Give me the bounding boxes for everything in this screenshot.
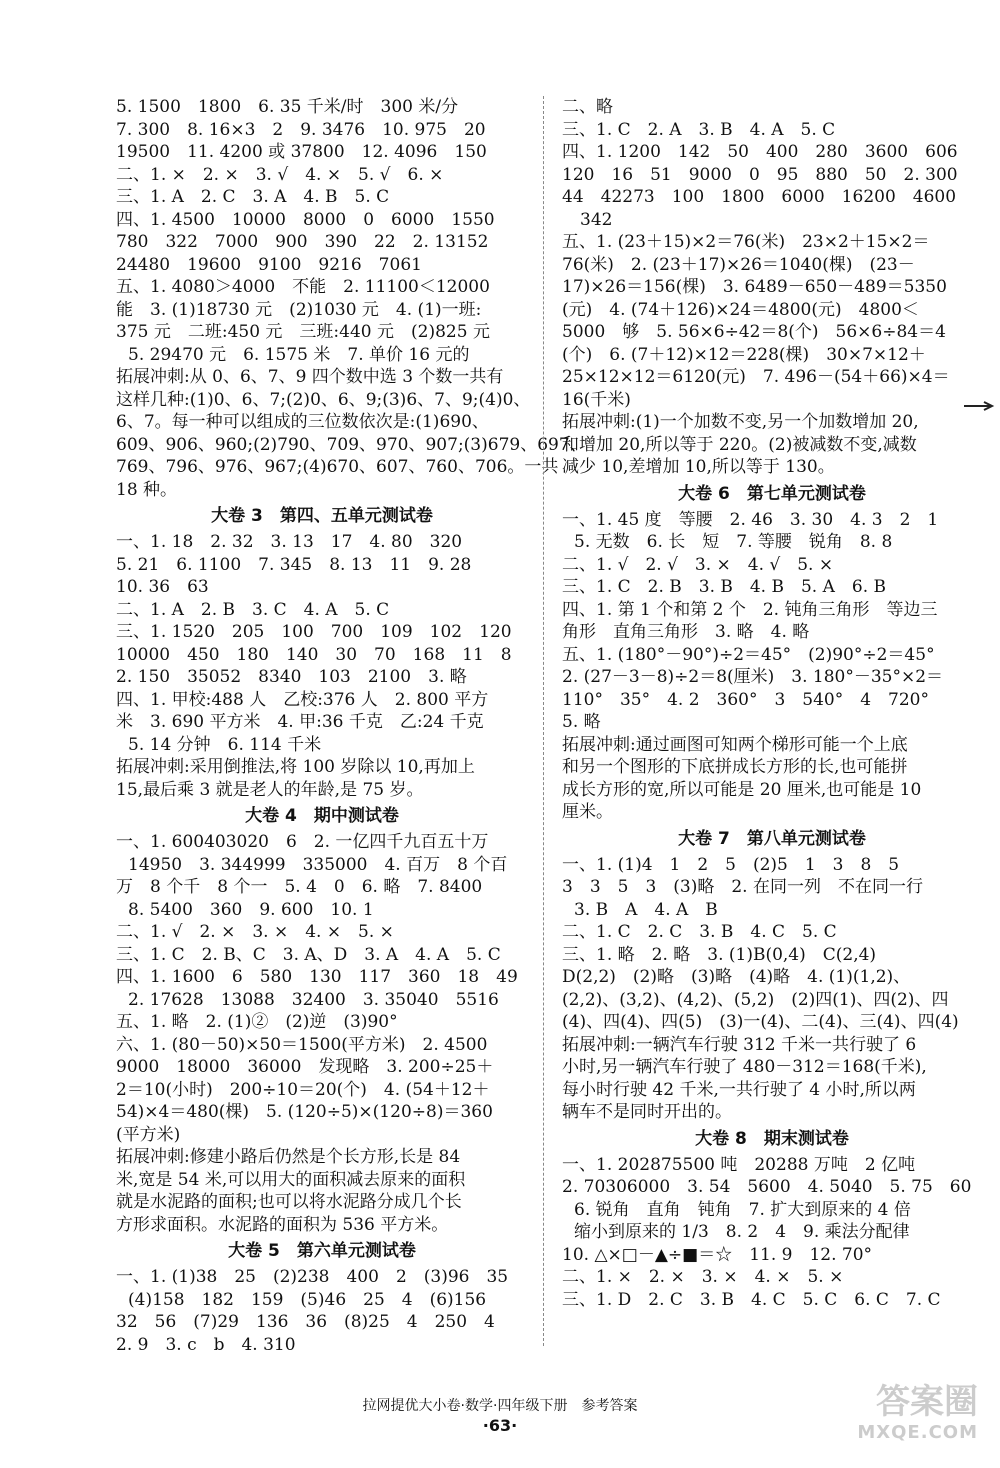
answer-line: 五、1. (180°－90°)÷2＝45° (2)90°÷2＝45°: [562, 644, 935, 665]
answer-line: 四、1. 甲校:488 人 乙校:376 人 2. 800 平方: [116, 689, 489, 710]
answer-line: 2. 17628 13088 32400 3. 35040 5516: [128, 989, 499, 1010]
answer-line: 一、1. 202875500 吨 20288 万吨 2 亿吨: [562, 1154, 916, 1175]
answer-line: 五、1. 4080＞4000 不能 2. 11100＜12000: [116, 277, 490, 297]
answer-line: 二、1. √ 2. × 3. × 4. × 5. ×: [116, 922, 394, 942]
answer-line: 5. 29470 元 6. 1575 米 7. 单价 16 元的: [128, 344, 470, 365]
answer-line: 四、1. 第 1 个和第 2 个 2. 钝角三角形 等边三: [562, 599, 938, 620]
answer-line: 拓展冲刺:从 0、6、7、9 四个数中选 3 个数一共有: [116, 367, 504, 387]
answer-line: 3 3 5 3 (3)略 2. 在同一列 不在同一行: [562, 877, 923, 897]
answer-line: 二、略: [562, 97, 613, 117]
footer-title: 拉网提优大小卷·数学·四年级下册 参考答案: [362, 1398, 638, 1414]
answer-line: 780 322 7000 900 390 22 2. 13152: [116, 232, 489, 252]
answer-line: 一、1. 45 度 等腰 2. 46 3. 30 4. 3 2 1: [562, 509, 939, 530]
answer-line: 15,最后乘 3 就是老人的年龄,是 75 岁。: [116, 779, 424, 800]
watermark-url: MXQE.COM: [857, 1422, 978, 1443]
answer-line: 342: [580, 209, 613, 230]
section-heading: 大卷 5 第六单元测试卷: [228, 1241, 416, 1261]
answer-line: 375 元 二班:450 元 三班:440 元 (2)825 元: [116, 322, 490, 342]
answer-line: 成长方形的宽,所以可能是 20 厘米,也可能是 10: [562, 779, 922, 800]
answer-line: 米 3. 690 平方米 4. 甲:36 千克 乙:24 千克: [116, 712, 484, 732]
answer-line: (平方米): [116, 1124, 181, 1145]
answer-line: 5. 略: [562, 712, 601, 732]
answer-line: 2. 150 35052 8340 103 2100 3. 略: [116, 667, 467, 687]
answer-line: (元) 4. (74＋126)×24＝4800(元) 4800＜: [562, 299, 919, 320]
answer-line: 5. 1500 1800 6. 35 千米/时 300 米/分: [116, 97, 459, 117]
answer-line: 五、1. (23＋15)×2＝76(米) 23×2＋15×2＝: [562, 232, 930, 252]
answer-line: 三、1. A 2. C 3. A 4. B 5. C: [116, 187, 390, 207]
answer-line: 四、1. 1200 142 50 400 280 3600 606: [562, 142, 958, 162]
answer-line: 厘米。: [562, 802, 613, 822]
answer-line: 609、906、960;(2)790、709、970、907;(3)679、697、: [116, 434, 587, 455]
answer-line: (4)、四(4)、四(5) (3)一(4)、二(4)、三(4)、四(4): [562, 1012, 959, 1032]
answer-line: 76(米) 2. (23＋17)×26＝1040(棵) (23－: [562, 254, 915, 275]
answer-line: 拓展冲刺:采用倒推法,将 100 岁除以 10,再加上: [116, 757, 475, 777]
answer-line: 2. 70306000 3. 54 5600 4. 5040 5. 75 60: [562, 1177, 972, 1197]
answer-line: 三、1. C 2. A 3. B 4. A 5. C: [562, 119, 836, 140]
answer-line: 5000 够 5. 56×6÷42＝8(个) 56×6÷84＝4: [562, 322, 946, 342]
column-divider: [543, 96, 544, 1346]
answer-line: 方形求面积。水泥路的面积为 536 平方米。: [116, 1214, 449, 1235]
answer-line: 四、1. 1600 6 580 130 117 360 18 49: [116, 967, 518, 987]
answer-line: 2. 9 3. c b 4. 310: [116, 1334, 296, 1355]
answer-line: 5. 14 分钟 6. 114 千米: [128, 734, 322, 755]
answer-line: 辆车不是同时开出的。: [562, 1102, 732, 1122]
answer-line: 三、1. 1520 205 100 700 109 102 120: [116, 622, 512, 642]
answer-line: 能 3. (1)18730 元 (2)1030 元 4. (1)一班:: [116, 299, 482, 320]
answer-line: 16(千米): [562, 389, 631, 410]
page-number: ·63·: [482, 1416, 518, 1435]
answer-line: 10. 36 63: [116, 577, 209, 597]
answer-line: 32 56 (7)29 136 36 (8)25 4 250 4: [116, 1312, 495, 1332]
answer-line: 拓展冲刺:(1)一个加数不变,另一个加数增加 20,: [562, 412, 919, 432]
answer-line: 120 16 51 9000 0 95 880 50 2. 300: [562, 164, 958, 185]
answer-line: 就是水泥路的面积;也可以将水泥路分成几个长: [116, 1192, 462, 1212]
answer-line: 三、1. C 2. B、C 3. A、D 3. A 4. A 5. C: [116, 944, 501, 965]
answer-line: (2,2)、(3,2)、(4,2)、(5,2) (2)四(1)、四(2)、四: [562, 989, 949, 1010]
answer-line: 万 8 个千 8 个一 5. 4 0 6. 略 7. 8400: [116, 877, 483, 897]
section-heading: 大卷 3 第四、五单元测试卷: [211, 506, 433, 526]
answer-line: 14950 3. 344999 335000 4. 百万 8 个百: [128, 854, 508, 875]
answer-line: 2＝10(小时) 200÷10＝20(个) 4. (54＋12＋: [116, 1079, 490, 1100]
answer-line: 二、1. A 2. B 3. C 4. A 5. C: [116, 599, 390, 620]
answer-line: 和另一个图形的下底拼成长方形的长,也可能拼: [562, 757, 908, 777]
answer-line: 拓展冲刺:修建小路后仍然是个长方形,长是 84: [116, 1147, 461, 1167]
answer-line: 24480 19600 9100 9216 7061: [116, 254, 422, 275]
answer-line: 小时,另一辆汽车行驶了 480－312＝168(千米),: [562, 1057, 927, 1077]
answer-line: 五、1. 略 2. (1)② (2)逆 (3)90°: [116, 1012, 398, 1032]
answer-line: 一、1. 18 2. 32 3. 13 17 4. 80 320: [116, 532, 463, 552]
answer-line: 二、1. × 2. × 3. √ 4. × 5. √ 6. ×: [116, 164, 444, 185]
answer-line: 拓展冲刺:通过画图可知两个梯形可能一个上底: [562, 734, 908, 755]
watermark-logo: [857, 1382, 978, 1444]
answer-line: 25×12×12＝6120(元) 7. 496－(54＋66)×4＝: [562, 367, 950, 387]
answer-line: 6. 锐角 直角 钝角 7. 扩大到原来的 4 倍: [574, 1199, 911, 1220]
right-column: [562, 96, 982, 1311]
section-heading: 大卷 6 第七单元测试卷: [678, 483, 866, 504]
answer-line: 这样几种:(1)0、6、7;(2)0、6、9;(3)6、7、9;(4)0、: [116, 389, 531, 410]
answer-line: 7. 300 8. 16×3 2 9. 3476 10. 975 20: [116, 119, 486, 140]
section-heading: 大卷 7 第八单元测试卷: [678, 828, 866, 849]
answer-line: 5. 21 6. 1100 7. 345 8. 13 11 9. 28: [116, 554, 472, 575]
answer-line: (4)158 182 159 (5)46 25 4 (6)156: [128, 1289, 487, 1310]
answer-line: 17)×26＝156(棵) 3. 6489－650－489＝5350: [562, 277, 947, 297]
answer-line: 3. B A 4. A B: [574, 899, 718, 920]
answer-line: 和增加 20,所以等于 220。(2)被减数不变,减数: [562, 434, 917, 455]
answer-line: 110° 35° 4. 2 360° 3 540° 4 720°: [562, 689, 929, 710]
answer-line: 二、1. × 2. × 3. × 4. × 5. ×: [562, 1267, 844, 1287]
answer-line: 一、1. (1)38 25 (2)238 400 2 (3)96 35: [116, 1267, 509, 1287]
answer-line: 三、1. C 2. B 3. B 4. B 5. A 6. B: [562, 577, 886, 597]
answer-line: 44 42273 100 1800 6000 16200 4600: [562, 187, 957, 207]
answer-line: 18 种。: [116, 479, 178, 500]
answer-line: 9000 18000 36000 发现略 3. 200÷25＋: [116, 1057, 494, 1077]
answer-line: 减少 10,差增加 10,所以等于 130。: [562, 457, 835, 477]
answer-line: 缩小到原来的 1/3 8. 2 4 9. 乘法分配律: [574, 1222, 910, 1242]
answer-line: 二、1. √ 2. √ 3. × 4. √ 5. ×: [562, 554, 834, 575]
answer-line: 拓展冲刺:一辆汽车行驶 312 千米一共行驶了 6: [562, 1034, 917, 1055]
answer-line: 8. 5400 360 9. 600 10. 1: [128, 899, 374, 920]
section-heading: 大卷 4 期中测试卷: [245, 806, 399, 826]
answer-line: 5. 无数 6. 长 短 7. 等腰 锐角 8. 8: [574, 532, 893, 552]
answer-line: 三、1. D 2. C 3. B 4. C 5. C 6. C 7. C: [562, 1289, 941, 1310]
section-heading: 大卷 8 期末测试卷: [695, 1128, 849, 1149]
answer-line: 10000 450 180 140 30 70 168 11 8: [116, 644, 512, 665]
answer-line: 三、1. 略 2. 略 3. (1)B(0,4) C(2,4): [562, 944, 877, 965]
answer-line: 四、1. 4500 10000 8000 0 6000 1550: [116, 209, 495, 230]
answer-line: D(2,2) (2)略 (3)略 (4)略 4. (1)(1,2)、: [562, 967, 911, 987]
answer-line: 每小时行驶 42 千米,一共行驶了 4 小时,所以两: [562, 1079, 916, 1100]
answer-line: 54)×4＝480(棵) 5. (120÷5)×(120÷8)＝360: [116, 1102, 493, 1122]
answer-line: 六、1. (80－50)×50＝1500(平方米) 2. 4500: [116, 1034, 488, 1055]
watermark-title: 答案圈: [876, 1382, 978, 1422]
answer-line: (个) 6. (7＋12)×12＝228(棵) 30×7×12＋: [562, 344, 926, 365]
answer-line: 一、1. (1)4 1 2 5 (2)5 1 3 8 5: [562, 854, 900, 875]
answer-line: 米,宽是 54 米,可以用大的面积减去原来的面积: [116, 1169, 466, 1190]
answer-line: 6、7。每一种可以组成的三位数依次是:(1)690、: [116, 412, 489, 432]
answer-line: 角形 直角三角形 3. 略 4. 略: [562, 622, 810, 642]
answer-line: 二、1. C 2. C 3. B 4. C 5. C: [562, 922, 837, 942]
answer-line: 一、1. 600403020 6 2. 一亿四千九百五十万: [116, 832, 489, 852]
answer-line: 19500 11. 4200 或 37800 12. 4096 150: [116, 142, 487, 162]
answer-line: 2. (27－3－8)÷2＝8(厘米) 3. 180°－35°×2＝: [562, 667, 944, 687]
answer-line: 769、796、976、967;(4)670、607、760、706。一共: [116, 457, 559, 477]
answer-line: 10. △×□－▲÷■＝☆ 11. 9 12. 70°: [562, 1244, 873, 1265]
